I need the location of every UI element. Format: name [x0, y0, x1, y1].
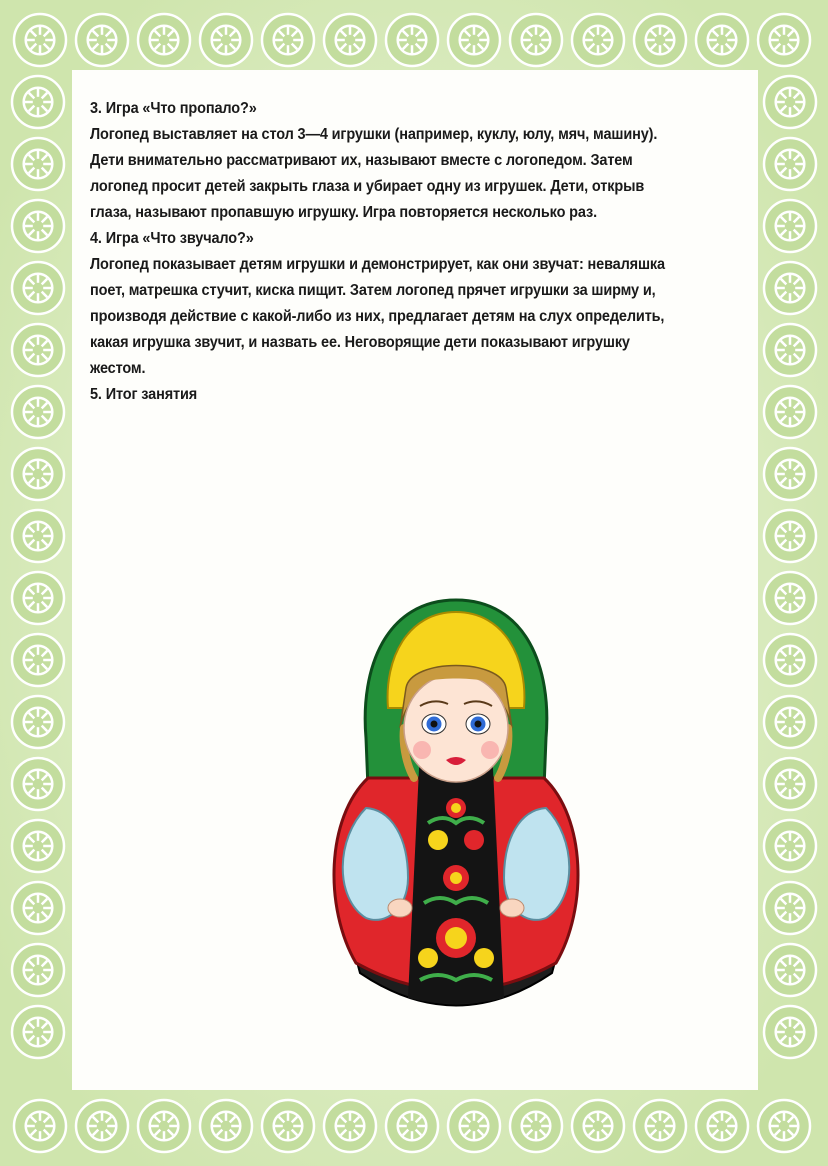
section-3-text: Логопед выставляет на стол 3—4 игрушки (например, куклу, юлу, мяч, машину). Дети внимательно рассматривают их, называют вместе с логопедом. Затем логопед просит детей закрыть глаза и убирает одну из игрушек. Дети, открыв глаза, называют пропавшую игрушку. Игра повторяется несколько раз.	[90, 126, 658, 221]
content-page	[72, 70, 758, 1090]
matryoshka-doll-illustration	[316, 578, 596, 1058]
section-3-heading: 3. Игра «Что пропало?»	[90, 100, 257, 117]
section-4-text: Логопед показывает детям игрушки и демонстрирует, как они звучат: неваляшка поет, матрешка стучит, киска пищит. Затем логопед прячет игрушки за ширму и, производя действие с какой-либо из них, предлагает детям на слух определить, какая игрушка звучит, и назвать ее. Неговорящие дети показывают игрушку жестом.	[90, 256, 665, 377]
doll-face	[404, 674, 508, 782]
article-text	[90, 96, 685, 408]
section-4-heading: 4. Игра «Что звучало?»	[90, 230, 254, 247]
section-5-heading: 5. Итог занятия	[90, 386, 198, 403]
